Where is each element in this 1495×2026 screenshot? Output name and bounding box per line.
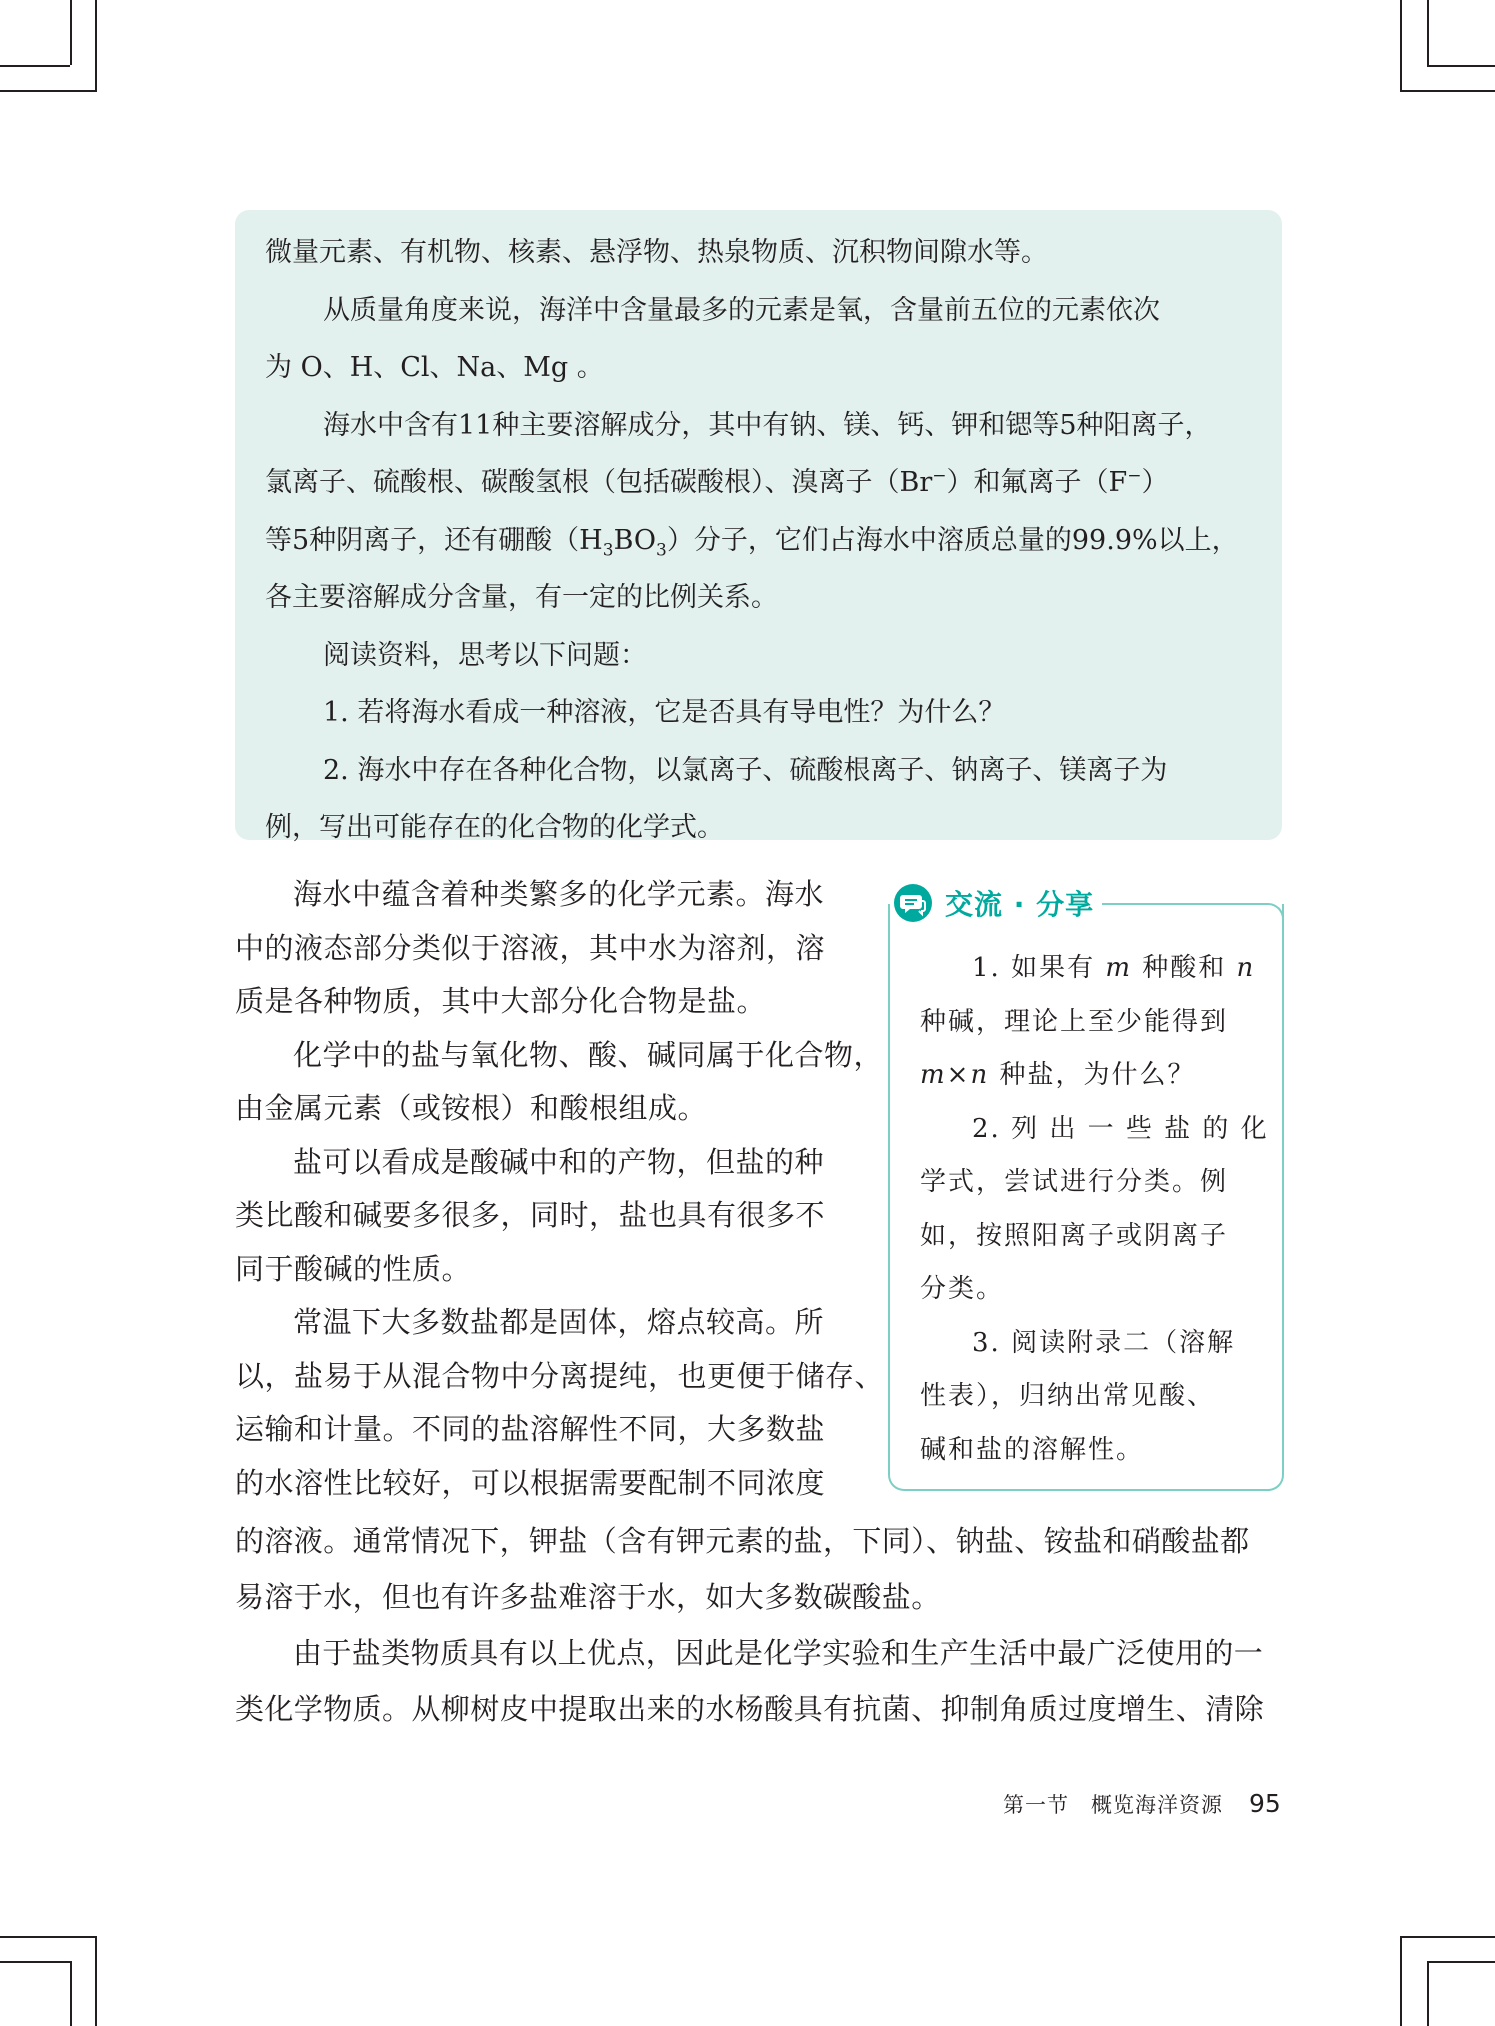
- body-line: 的溶液。通常情况下，钾盐（含有钾元素的盐，下同）、钠盐、铵盐和硝酸盐都: [235, 1524, 1250, 1558]
- body-line: 类比酸和碱要多很多，同时，盐也具有很多不: [235, 1198, 826, 1232]
- share-question-2: 2. 列 出 一 些 盐 的 化: [972, 1113, 1269, 1144]
- share-line: 学式，尝试进行分类。例: [920, 1167, 1229, 1197]
- body-line: 同于酸碱的性质。: [235, 1251, 472, 1286]
- body-line: 质是各种物质，其中大部分化合物是盐。: [235, 984, 767, 1018]
- share-question-1: 1. 如果有 m 种酸和 n: [972, 953, 1256, 983]
- share-line: m×n 种盐，为什么？: [920, 1060, 1196, 1090]
- section-title: 第一节 概览海洋资源: [1003, 1793, 1223, 1817]
- crop-mark: [1427, 65, 1495, 67]
- crop-mark: [95, 0, 97, 90]
- share-box: [888, 904, 1284, 1491]
- reading-line: 从质量角度来说，海洋中含量最多的元素是氧，含量前五位的元素依次: [323, 294, 1160, 326]
- body-line: 以，盐易于从混合物中分离提纯，也更便于储存、: [235, 1358, 885, 1393]
- body-line: 类化学物质。从柳树皮中提取出来的水杨酸具有抗菌、抑制角质过度增生、清除: [235, 1692, 1265, 1726]
- share-line: 种碱，理论上至少能得到: [920, 1006, 1229, 1037]
- reading-question-2: 2. 海水中存在各种化合物，以氯离子、硫酸根离子、钠离子、镁离子为: [323, 754, 1168, 786]
- reading-line: 各主要溶解成分含量，有一定的比例关系。: [265, 582, 778, 613]
- body-line: 易溶于水，但也有许多盐难溶于水，如大多数碳酸盐。: [235, 1580, 941, 1614]
- body-line: 由于盐类物质具有以上优点，因此是化学实验和生产生活中最广泛使用的一: [293, 1636, 1264, 1670]
- main-body-wide: [235, 1513, 1282, 1737]
- crop-mark: [1427, 1961, 1495, 1963]
- body-line: 的水溶性比较好，可以根据需要配制不同浓度: [235, 1465, 826, 1500]
- share-line: 分类。: [920, 1274, 1005, 1304]
- crop-mark: [70, 0, 72, 65]
- crop-mark: [1400, 90, 1495, 92]
- reading-question-2-cont: 例，写出可能存在的化合物的化学式。: [265, 812, 724, 843]
- reading-line: 为 O、H、Cl、Na、Mg 。: [265, 352, 604, 383]
- page-number: 95: [1249, 1789, 1281, 1818]
- crop-mark: [0, 1936, 97, 1938]
- crop-mark: [1400, 0, 1402, 90]
- body-line: 中的液态部分类似于溶液，其中水为溶剂，溶: [235, 930, 826, 965]
- body-line: 化学中的盐与氧化物、酸、碱同属于化合物，: [293, 1037, 884, 1072]
- speech-bubble-icon: [893, 883, 933, 923]
- crop-mark: [1427, 0, 1429, 65]
- page-footer: [1003, 1789, 1281, 1819]
- reading-line: 微量元素、有机物、核素、悬浮物、热泉物质、沉积物间隙水等。: [265, 237, 1048, 268]
- share-line: 性表），归纳出常见酸、: [920, 1381, 1216, 1411]
- main-body-column: [235, 868, 885, 1510]
- body-line: 常温下大多数盐都是固体，熔点较高。所: [293, 1305, 825, 1339]
- body-line: 海水中蕴含着种类繁多的化学元素。海水: [293, 877, 825, 911]
- reading-line-ions: 氯离子、硫酸根、碳酸氢根（包括碳酸根）、溴离子（Br−）和氟离子（F−）: [265, 466, 1169, 498]
- crop-mark: [95, 1936, 97, 2026]
- share-box-title: 交流 · 分享: [945, 888, 1095, 921]
- crop-mark: [1427, 1961, 1429, 2026]
- crop-mark: [70, 1961, 72, 2026]
- reading-question-1: 1. 若将海水看成一种溶液，它是否具有导电性？为什么？: [323, 697, 1006, 728]
- reading-prompt: 阅读资料，思考以下问题：: [323, 639, 647, 671]
- reading-material-box: [235, 210, 1282, 843]
- share-box-header: [893, 881, 1102, 925]
- reading-line: 海水中含有11种主要溶解成分，其中有钠、镁、钙、钾和锶等5种阳离子，: [323, 409, 1212, 441]
- body-line: 由金属元素（或铵根）和酸根组成。: [235, 1091, 708, 1125]
- share-question-3: 3. 阅读附录二（溶解: [972, 1327, 1236, 1358]
- share-line: 碱和盐的溶解性。: [920, 1434, 1145, 1465]
- crop-mark: [0, 65, 70, 67]
- body-line: 盐可以看成是酸碱中和的产物，但盐的种: [293, 1144, 825, 1179]
- crop-mark: [1400, 1936, 1402, 2026]
- crop-mark: [1400, 1936, 1495, 1938]
- body-line: 运输和计量。不同的盐溶解性不同，大多数盐: [235, 1412, 826, 1446]
- crop-mark: [0, 1961, 70, 1963]
- share-line: 如，按照阳离子或阴离子: [920, 1220, 1229, 1251]
- reading-line-boric-acid: 等5种阴离子，还有硼酸$(H_3BO_3)$分子，它们占海水中溶质总量的99.9%以上，: [265, 524, 1239, 560]
- crop-mark: [0, 90, 97, 92]
